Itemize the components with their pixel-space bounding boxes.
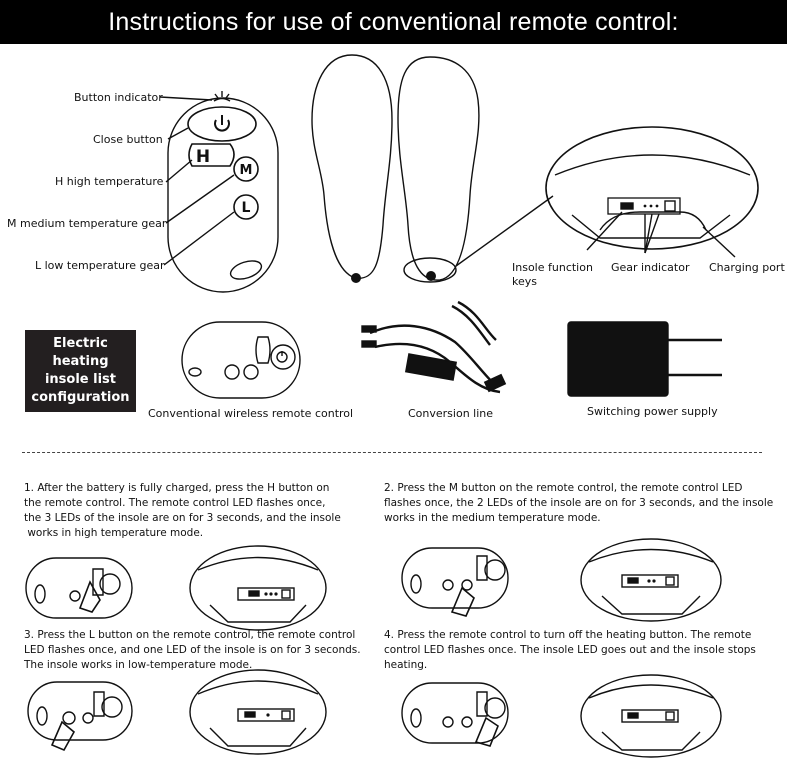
caption-cable: Conversion line <box>408 407 494 420</box>
page-title: Instructions for use of conventional remote control: <box>0 0 787 44</box>
label-h-high: H high temperature <box>55 175 164 188</box>
function-key <box>621 203 633 209</box>
heel-zoom <box>546 127 758 249</box>
label-close-button: Close button <box>93 133 163 146</box>
step-3-line: 3. Press the L button on the remote control, the remote control <box>24 629 356 641</box>
config-box-line-3: configuration <box>31 390 130 405</box>
step-4-line: 4. Press the remote control to turn off the heating button. The remote <box>384 629 752 641</box>
step-1-line: 1. After the battery is fully charged, press the H button on <box>24 482 330 494</box>
heel-dot-right <box>426 271 436 281</box>
left-insole <box>312 55 392 278</box>
config-box-line-2: insole list <box>44 372 117 387</box>
step-3 <box>24 628 361 673</box>
power-icon <box>215 115 229 131</box>
step-2 <box>384 481 773 526</box>
label-l-low: L low temperature gear <box>35 259 165 272</box>
m-key-label: M <box>239 163 253 178</box>
step-3-line: LED flashes once, and one LED of the insole is on for 3 seconds. <box>24 644 361 656</box>
step-4-line: heating. <box>384 659 428 671</box>
l-key-label: L <box>241 200 251 216</box>
converter-box <box>406 354 456 380</box>
charging-port-icon <box>665 201 675 211</box>
label-gear-indicator: Gear indicator <box>611 261 690 274</box>
config-box-line-1: Electric heating <box>52 336 109 369</box>
step-1-line: works in high temperature mode. <box>24 527 204 539</box>
label-m-medium: M medium temperature gear <box>7 217 167 230</box>
step-1-line: the remote control. The remote control LED flashes once, <box>24 497 326 509</box>
label-function-keys-1: Insole function <box>512 261 593 274</box>
step-2-line: 2. Press the M button on the remote control, the remote control LED <box>384 482 743 494</box>
remote-body <box>168 98 278 292</box>
caption-remote: Conventional wireless remote control <box>148 407 354 420</box>
label-function-keys-2: keys <box>512 275 537 288</box>
right-insole <box>398 57 479 280</box>
heel-dot-left <box>351 273 361 283</box>
step-1-line: the 3 LEDs of the insole are on for 3 seconds, and the insole <box>24 512 341 524</box>
button-indicator-icon <box>214 91 230 101</box>
dashed-divider <box>22 452 762 453</box>
power-adapter <box>568 322 668 396</box>
step-3-line: The insole works in low-temperature mode. <box>24 659 253 671</box>
config-box <box>25 330 136 412</box>
step-1 <box>24 481 341 541</box>
caption-power: Switching power supply <box>587 405 718 418</box>
step-4-line: control LED flashes once. The insole LED goes out and the insole stops <box>384 644 756 656</box>
label-charging-port: Charging port <box>709 261 785 274</box>
config-remote <box>182 322 300 398</box>
h-key-label: H <box>195 147 211 167</box>
step-4 <box>384 628 756 673</box>
label-button-indicator: Button indicator <box>74 91 163 104</box>
step-2-line: flashes once, the 2 LEDs of the insole are on for 3 seconds, and the insole <box>384 497 774 509</box>
step-2-line: works in the medium temperature mode. <box>384 512 601 524</box>
